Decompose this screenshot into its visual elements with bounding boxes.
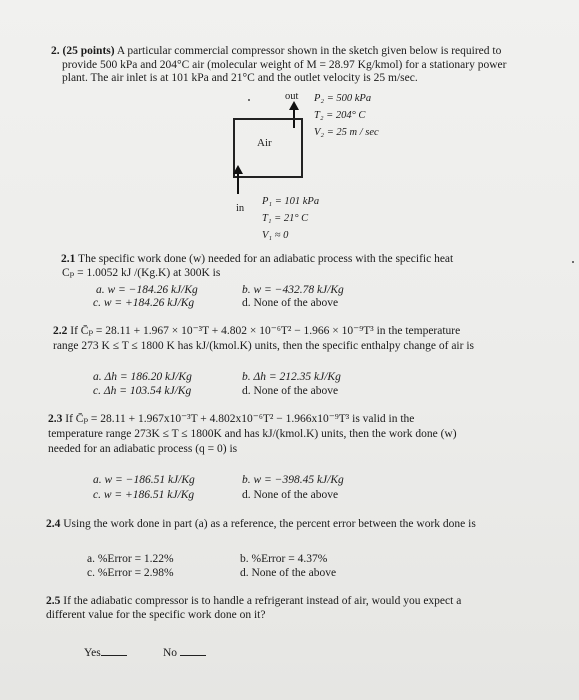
q22-option-b[interactable]: b. Δh = 212.35 kJ/Kg [242, 371, 341, 383]
q21-line2: Cₚ = 1.0052 kJ /(Kg.K) at 300K is [62, 267, 221, 279]
problem-number: 2. [51, 45, 60, 57]
inlet-temperature: T₁ = 21° C [262, 213, 309, 224]
q22-option-d[interactable]: d. None of the above [242, 385, 339, 397]
paper-speck [572, 261, 574, 263]
problem-intro-line2: provide 500 kPa and 204°C air (molecular weight of M = 28.97 Kg/kmol) for a stationary power [62, 59, 507, 71]
q21-text-1: The specific work done (w) needed for an adiabatic process with the specific heat [78, 253, 454, 265]
outlet-label: out [285, 91, 299, 102]
q23-line2: temperature range 273K ≤ T ≤ 1800K and has kJ/(kmol.K) units, then the work done (w) [48, 428, 457, 440]
q24-option-a[interactable]: a. %Error = 1.22% [87, 553, 174, 565]
intro-text-1: A particular commercial compressor shown in the sketch given below is required to [116, 45, 502, 57]
q23-option-a[interactable]: a. w = −186.51 kJ/Kg [93, 474, 195, 486]
no-blank-line[interactable] [180, 645, 206, 656]
q24-option-d[interactable]: d. None of the above [240, 567, 337, 579]
q21-option-a[interactable]: a. w = −184.26 kJ/Kg [96, 284, 198, 296]
q22-line1 [53, 325, 460, 338]
paper-speck [248, 99, 250, 101]
outlet-arrow-icon [289, 101, 299, 110]
q25-line1 [46, 595, 461, 608]
box-label: Air [257, 137, 272, 149]
q23-line1 [48, 413, 414, 426]
outlet-pressure: P₂ = 500 kPa [314, 93, 372, 104]
q22-line2: range 273 K ≤ T ≤ 1800 K has kJ/(kmol.K) units, then the specific enthalpy change of air is [53, 340, 474, 352]
inlet-pressure: P₁ = 101 kPa [262, 196, 320, 207]
q24-option-b[interactable]: b. %Error = 4.37% [240, 553, 328, 565]
q23-number: 2.3 [48, 413, 63, 425]
q23-text-1: If C̄ₚ = 28.11 + 1.967x10⁻³T + 4.802x10⁻⁶T² − 1.966x10⁻⁹T³ is valid in the [65, 413, 415, 425]
q23-option-c[interactable]: c. w = +186.51 kJ/Kg [93, 489, 195, 501]
q24-number: 2.4 [46, 518, 61, 530]
q21-option-d[interactable]: d. None of the above [242, 297, 339, 309]
q21-option-c[interactable]: c. w = +184.26 kJ/Kg [93, 297, 195, 309]
q23-option-d[interactable]: d. None of the above [242, 489, 339, 501]
q21-option-b[interactable]: b. w = −432.78 kJ/Kg [242, 284, 344, 296]
inlet-velocity: V₁ ≈ 0 [262, 230, 289, 241]
q24-text-1: Using the work done in part (a) as a reference, the percent error between the work done is [63, 518, 476, 530]
q25-yes-answer[interactable] [84, 645, 127, 660]
q21-line1 [61, 253, 453, 266]
problem-points: (25 points) [62, 45, 115, 57]
yes-label: Yes [84, 647, 101, 659]
q25-line2: different value for the specific work done on it? [46, 609, 266, 621]
q23-line3: needed for an adiabatic process (q = 0) is [48, 443, 238, 455]
q22-text-1: If C̄ₚ = 28.11 + 1.967 × 10⁻³T + 4.802 × 10⁻⁶T² − 1.966 × 10⁻⁹T³ in the temperature [70, 325, 461, 337]
q25-text-1: If the adiabatic compressor is to handle a refrigerant instead of air, would you expect a [63, 595, 462, 607]
outlet-velocity: V₂ = 25 m / sec [314, 127, 379, 138]
q25-no-answer[interactable] [163, 645, 206, 660]
outlet-temperature: T₂ = 204° C [314, 110, 366, 121]
inlet-arrow-icon [233, 165, 243, 174]
q24-option-c[interactable]: c. %Error = 2.98% [87, 567, 174, 579]
inlet-label: in [236, 203, 245, 214]
q25-number: 2.5 [46, 595, 61, 607]
q22-number: 2.2 [53, 325, 68, 337]
q21-number: 2.1 [61, 253, 76, 265]
q24-line1 [46, 518, 476, 531]
problem-intro-line3: plant. The air inlet is at 101 kPa and 21°C and the outlet velocity is 25 m/sec. [62, 72, 418, 84]
no-label: No [163, 647, 178, 659]
inlet-arrow-shaft [237, 172, 239, 194]
q23-option-b[interactable]: b. w = −398.45 kJ/Kg [242, 474, 344, 486]
q22-option-c[interactable]: c. Δh = 103.54 kJ/Kg [93, 385, 192, 397]
problem-intro-line1 [51, 45, 501, 58]
yes-blank-line[interactable] [101, 645, 127, 656]
q22-option-a[interactable]: a. Δh = 186.20 kJ/Kg [93, 371, 192, 383]
